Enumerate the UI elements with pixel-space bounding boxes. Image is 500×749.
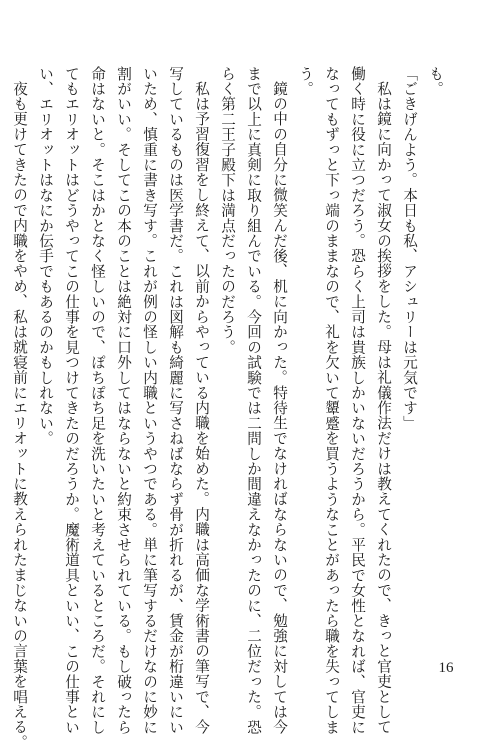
text-line: 働く時に役に立つだろう。恐らく上司は貴族しかいないだろうから。平民で女性となれば、官吏に (349, 66, 366, 735)
text-line: いため、慎重に書き写す。これが例の怪しい内職というやつである。単に筆写するだけなのに妙に (141, 66, 158, 735)
text-line: 割がいい。そしてこの本のことは絶対に口外してはならないと約束させられている。もし破ったら (115, 66, 132, 735)
text-line: 私は鏡に向かって淑女の挨拶をした。母は礼儀作法だけは教えてくれたので、きっと官吏として (375, 80, 392, 735)
text-line: まで以上に真剣に取り組んでいる。今回の試験では二問しか間違えなかったのに、二位だった。恐 (245, 66, 262, 735)
text-line: 私は予習復習をし終えて、以前からやっている内職を始めた。内職は高価な学術書の筆写で、今 (193, 80, 210, 735)
text-line: 写しているものは医学書だ。これは図解も綺麗に写さねばならず骨が折れるが、賃金が桁違いにい (167, 66, 184, 735)
page-number: 16 (438, 660, 454, 676)
text-line: い、エリオットはなにか伝手でもあるのかもしれない。 (37, 66, 54, 446)
text-line: 夜も更けてきたので内職をやめ、私は就寝前にエリオットに教えられたまじないの言葉を唱える。 (11, 80, 28, 749)
text-line: も。 (427, 66, 444, 97)
text-line: 「ごきげんよう。本日も私、アシュリーは元気です」 (401, 66, 418, 431)
text-line: 鏡の中の自分に微笑んだ後、机に向かった。特待生でなければならないので、勉強に対しては今 (271, 80, 288, 735)
text-line: てもエリオットはどうやってこの仕事を見つけてきたのだろうか。魔術道具といい、この仕事とい (63, 66, 80, 735)
text-line: う。 (297, 66, 314, 97)
text-line: 命はないと。そこはかとなく怪しいので、ぽちぽち足を洗いたいと考えているところだ。それにし (89, 66, 106, 735)
text-line: なってもずっと下っ端のままなので、礼を欠いて顰蹙を買うようなことがあったら職を失ってしま (323, 66, 340, 735)
text-line: らく第二王子殿下は満点だったのだろう。 (219, 66, 236, 355)
